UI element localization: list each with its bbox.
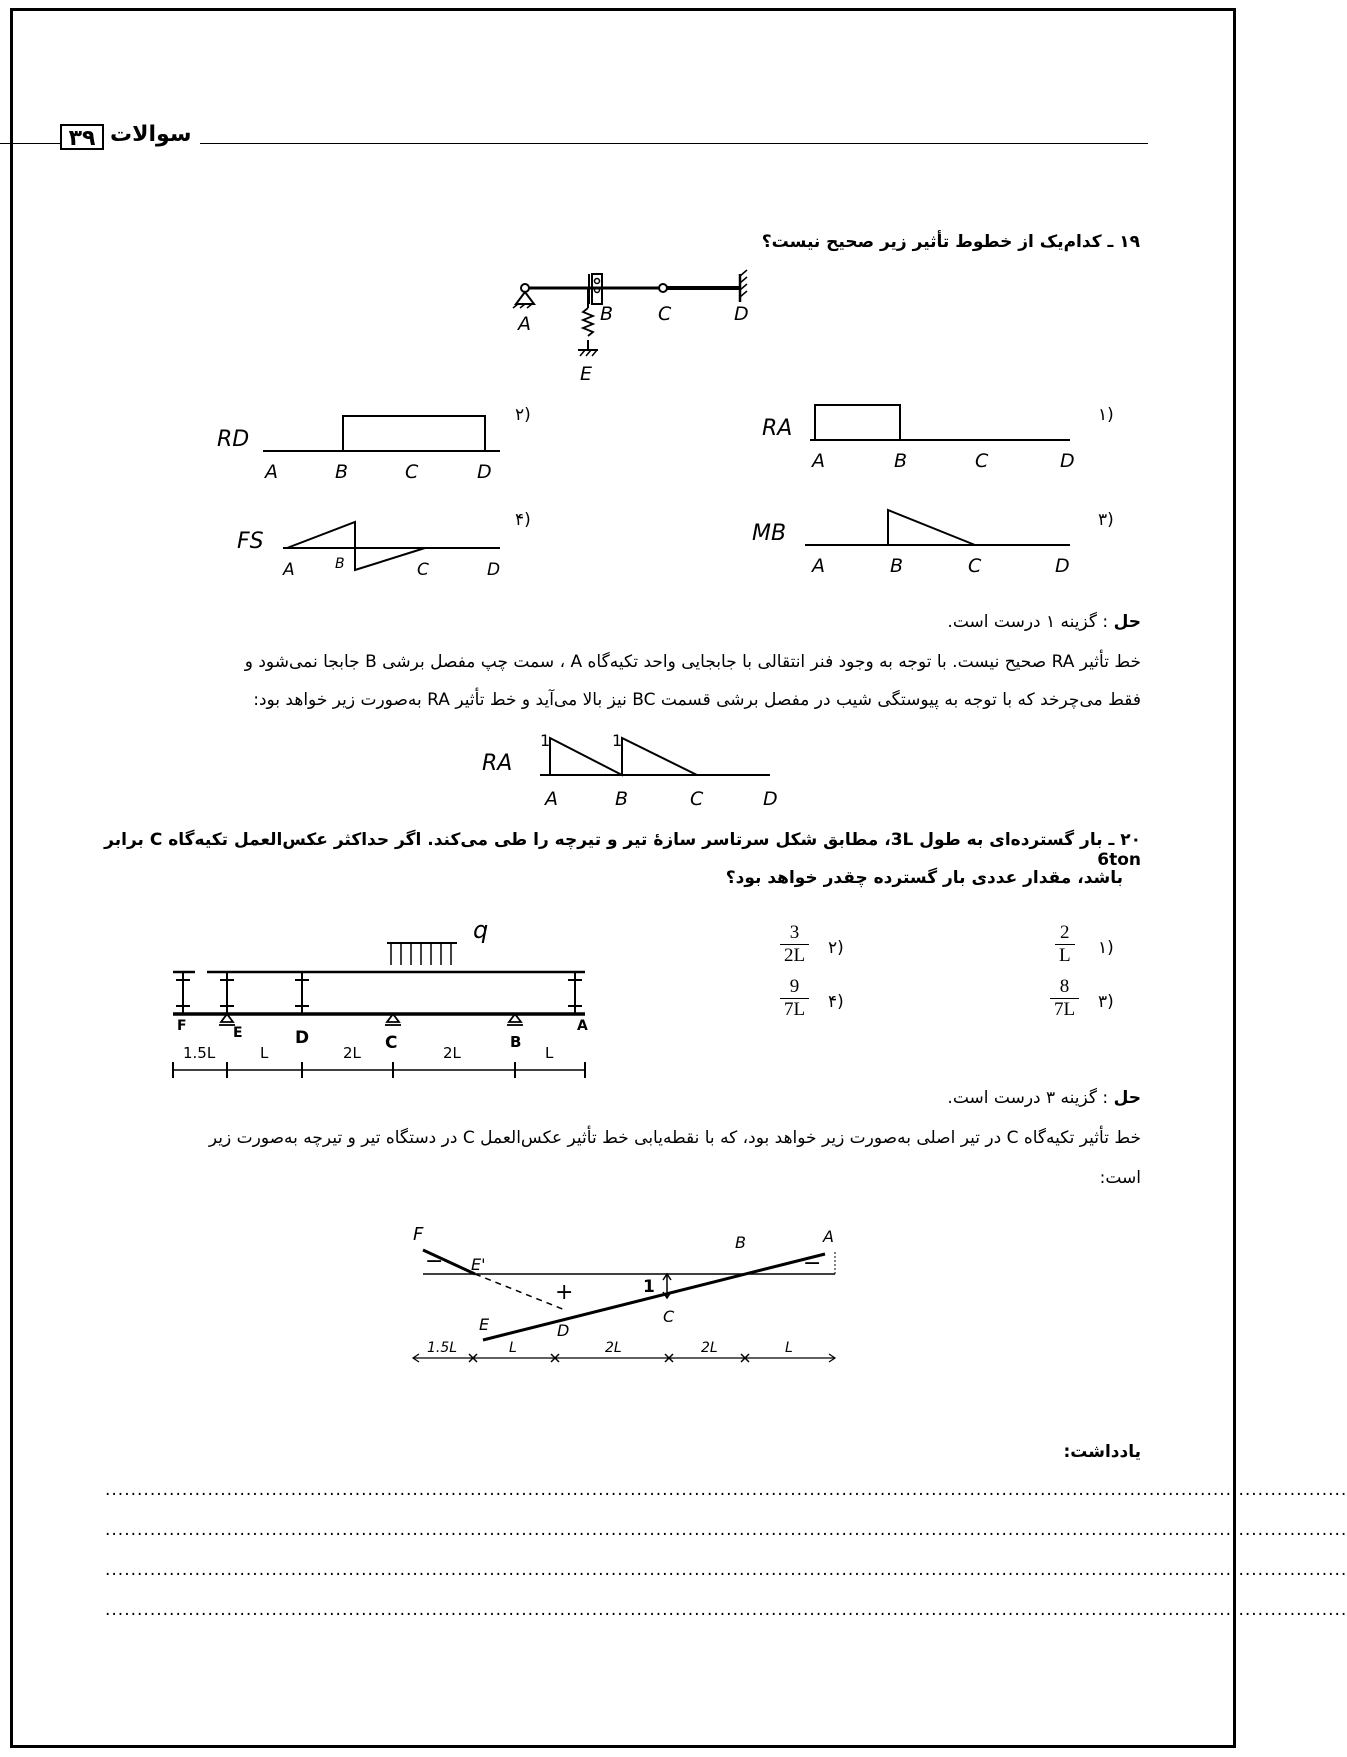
svg-text:L: L [509,1340,517,1356]
question-20-line-1: ۲۰ ـ بار گسترده‌ای به طول 3L، مطابق شکل سرتاسر سازهٔ تیر و تیرچه را طی می‌کند. اگر حداکثر عکس‌العمل تکیه‌گاه C برابر 6ton [104,830,1141,870]
q20-beam-diagram [165,910,605,1085]
q20-option-3-num: ۳) [1098,992,1114,1012]
svg-text:L: L [785,1340,793,1356]
svg-text:E: E [479,1315,490,1334]
question-19: ۱۹ ـ کدام‌یک از خطوط تأثیر زیر صحیح نیست؟ [761,232,1140,252]
svg-text:1.5L: 1.5L [427,1340,458,1356]
q20-option-1-frac: $\frac{2}{L}$ [1055,922,1075,967]
label-c: C [658,303,672,325]
q20-option-4-num: ۴) [828,992,844,1012]
q20-solution-line-2: است: [1099,1168,1141,1188]
svg-text:D: D [1055,555,1070,577]
svg-text:D: D [1060,450,1075,472]
q20-influence-line-diagram [405,1212,845,1372]
q19-answer-diagram [480,730,780,815]
svg-text:RA: RA [482,751,513,776]
label-d: D [734,303,749,325]
svg-text:1: 1 [612,731,623,750]
svg-text:F: F [413,1224,424,1245]
q19-option-1-diagram [760,395,1080,475]
svg-text:C: C [690,788,704,810]
svg-text:+: + [555,1280,574,1305]
svg-text:−: − [425,1249,444,1274]
header-rule [200,143,1148,144]
svg-text:A: A [812,450,825,472]
question-20-line-2: باشد، مقدار عددی بار گسترده چقدر خواهد بود؟ [725,868,1123,888]
svg-text:E': E' [471,1255,486,1274]
svg-text:B: B [890,555,904,577]
q19-option-2-diagram [215,408,505,483]
label-e: E [580,363,593,385]
svg-text:F: F [177,1018,187,1034]
svg-text:C: C [417,560,429,580]
header-rule-left [0,143,60,144]
svg-text:FS: FS [237,529,264,554]
svg-text:−: − [803,1251,822,1276]
q19-option-1-num: ۱) [1098,405,1114,425]
notes-label: یادداشت: [1063,1442,1141,1462]
svg-text:C: C [975,450,989,472]
svg-text:L: L [260,1044,269,1062]
svg-text:q: q [473,916,489,944]
svg-text:1: 1 [540,731,551,750]
svg-text:RD: RD [217,427,250,452]
q20-option-2-frac: $\frac{3}{2L}$ [780,922,809,967]
svg-text:1: 1 [643,1277,655,1297]
svg-text:2L: 2L [443,1044,461,1062]
svg-text:2L: 2L [701,1340,718,1356]
solution-label: حل [1113,612,1141,632]
svg-text:2L: 2L [343,1044,361,1062]
page-number: ۳۹ [60,124,104,150]
q20-option-2-num: ۲) [828,938,844,958]
q19-option-3-diagram [750,500,1080,580]
svg-text:1.5L: 1.5L [183,1044,216,1062]
q20-option-3-frac: $\frac{8}{7L}$ [1050,976,1079,1021]
notes-line-4: .................................................................................................................................................................................................. [105,1600,1347,1620]
q19-solution-line-1: خط تأثیر RA صحیح نیست. با توجه به وجود فنر انتقالی با جابجایی واحد تکیه‌گاه A ، سمت چپ مفصل برشی B جابجا نمی‌شود و [244,652,1141,672]
svg-text:B: B [335,461,349,483]
q19-solution-header: حل : گزینه ۱ درست است. [947,612,1141,632]
svg-text:C: C [385,1033,398,1053]
q19-solution-line-2: فقط می‌چرخد که با توجه به پیوستگی شیب در مفصل برشی قسمت BC نیز بالا می‌آید و خط تأثیر RA به‌صورت زیر خواهد بود: [253,690,1141,710]
q20-solution-header: حل : گزینه ۳ درست است. [947,1088,1141,1108]
q20-option-4-frac: $\frac{9}{7L}$ [780,976,809,1021]
svg-text:D: D [295,1028,310,1048]
svg-text:D: D [557,1321,570,1340]
notes-line-3: .................................................................................................................................................................................................. [105,1560,1347,1580]
svg-text:D: D [763,788,778,810]
q19-option-3-num: ۳) [1098,510,1114,530]
notes-line-2: .................................................................................................................................................................................................. [105,1520,1347,1540]
header-title: سوالات [110,122,192,147]
svg-text:A: A [545,788,558,810]
svg-text:A: A [812,555,825,577]
svg-text:A: A [577,1018,588,1034]
svg-text:C: C [405,461,419,483]
solution-answer: گزینه ۱ درست است. [947,612,1098,632]
svg-text:L: L [545,1044,554,1062]
q20-solution-line-1: خط تأثیر تکیه‌گاه C در تیر اصلی به‌صورت زیر خواهد بود، که با نقطه‌یابی خط تأثیر عکس‌العمل C در دستگاه تیر و تیرچه به‌صورت زیر [208,1128,1141,1148]
svg-text:B: B [735,1233,746,1252]
label-a: A [518,313,531,335]
q19-option-2-num: ۲) [515,405,531,425]
func-label: RA [762,416,793,441]
svg-text:MB: MB [752,521,787,546]
svg-text:B: B [335,556,345,572]
svg-text:A: A [823,1227,834,1246]
q19-option-4-num: ۴) [515,510,531,530]
svg-text:C: C [968,555,982,577]
svg-text:E: E [233,1025,243,1041]
svg-text:D: D [477,461,492,483]
q19-structure-diagram [500,268,760,393]
svg-text:B: B [894,450,908,472]
q20-option-1-num: ۱) [1098,938,1114,958]
svg-text:2L: 2L [605,1340,622,1356]
svg-text:A: A [283,560,295,580]
label-b: B [600,303,614,325]
notes-line-1: .................................................................................................................................................................................................. [105,1480,1347,1500]
svg-text:B: B [615,788,629,810]
q19-option-4-diagram [235,510,505,585]
svg-text:A: A [265,461,278,483]
svg-text:B: B [510,1033,522,1051]
svg-text:D: D [487,560,501,580]
svg-text:C: C [663,1307,675,1326]
